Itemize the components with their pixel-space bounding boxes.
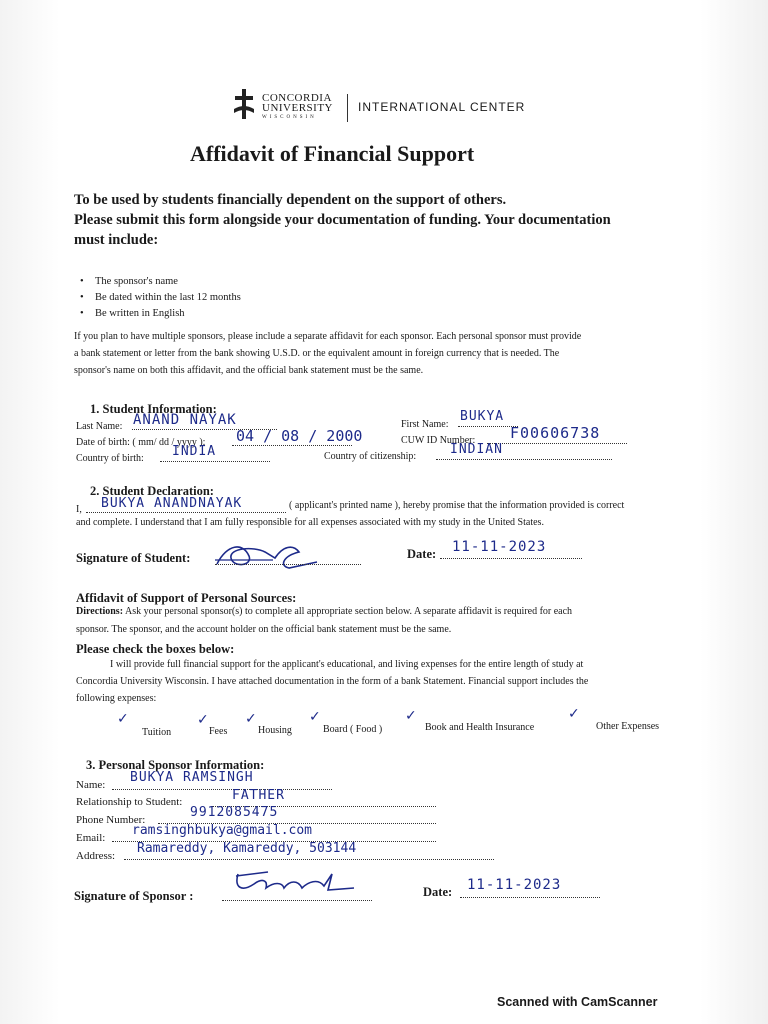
expense-insurance-label: Book and Health Insurance bbox=[425, 722, 535, 733]
note-line: a bank statement or letter from the bank showing U.S.D. or the equivalent amount in foreign currency that is needed. The bbox=[74, 348, 560, 359]
note-line: If you plan to have multiple sponsors, please include a separate affidavit for each sponsor. Each personal sponsor must provide bbox=[74, 331, 582, 342]
support-line3: following expenses: bbox=[76, 693, 157, 704]
student-date-line bbox=[440, 558, 582, 559]
requirement-item: • Be dated within the last 12 months bbox=[80, 290, 241, 306]
multi-sponsor-note bbox=[74, 328, 581, 379]
sponsor-signature-line bbox=[222, 900, 372, 901]
board-checkmark-icon[interactable]: ✓ bbox=[309, 709, 321, 725]
international-center-label: INTERNATIONAL CENTER bbox=[358, 100, 526, 114]
student-date-value[interactable]: 11-11-2023 bbox=[452, 539, 547, 555]
university-name-line2: UNIVERSITY bbox=[262, 102, 333, 114]
tuition-checkmark-icon[interactable]: ✓ bbox=[117, 711, 129, 727]
support-line2: Concordia University Wisconsin. I have attached documentation in the form of a bank Statement. Financial support includes the bbox=[76, 676, 589, 687]
declaration-heading: 2. Student Declaration: bbox=[90, 484, 214, 498]
intro-line: must include: bbox=[74, 232, 159, 248]
first-name-value[interactable]: BUKYA bbox=[460, 409, 505, 424]
requirements-list bbox=[80, 274, 241, 322]
first-name-line bbox=[458, 426, 518, 427]
sponsor-date-label: Date: bbox=[423, 885, 453, 899]
sponsor-date-line bbox=[460, 897, 600, 898]
dob-line bbox=[232, 445, 352, 446]
sponsor-signature-label: Signature of Sponsor : bbox=[74, 889, 194, 903]
relationship-label: Relationship to Student: bbox=[76, 796, 183, 808]
first-name-label: First Name: bbox=[401, 419, 449, 430]
directions-text bbox=[76, 606, 572, 617]
university-name-line1: CONCORDIA bbox=[262, 92, 332, 104]
address-label: Address: bbox=[76, 850, 116, 862]
expense-housing-label: Housing bbox=[258, 725, 292, 736]
printed-name-value[interactable]: BUKYA ANANDNAYAK bbox=[101, 496, 243, 511]
requirement-item: • Be written in English bbox=[80, 306, 241, 322]
concordia-cross-logo-icon bbox=[233, 89, 255, 119]
printed-name-line bbox=[86, 512, 286, 513]
declaration-text-line2: and complete. I understand that I am fully responsible for all expenses associated with my study in the United States. bbox=[76, 517, 544, 528]
note-line: sponsor's name on both this affidavit, and the official bank statement must be the same. bbox=[74, 365, 424, 376]
address-line bbox=[124, 859, 494, 860]
university-wordmark bbox=[262, 93, 333, 123]
requirement-item: • The sponsor's name bbox=[80, 274, 241, 290]
student-signature-icon[interactable] bbox=[213, 538, 323, 574]
insurance-checkmark-icon[interactable]: ✓ bbox=[405, 708, 417, 724]
document-title: Affidavit of Financial Support bbox=[190, 141, 475, 166]
university-name-line3: WISCONSIN bbox=[262, 115, 317, 120]
email-label: Email: bbox=[76, 832, 106, 844]
citizenship-label: Country of citizenship: bbox=[324, 451, 417, 462]
address-value[interactable]: Ramareddy, Kamareddy, 503144 bbox=[137, 841, 357, 856]
student-date-label: Date: bbox=[407, 547, 437, 561]
sponsor-name-label: Name: bbox=[76, 779, 106, 791]
cuw-id-label: CUW ID Number: bbox=[401, 435, 476, 446]
student-signature-line bbox=[215, 564, 361, 565]
personal-sources-heading: Affidavit of Support of Personal Sources: bbox=[76, 591, 297, 605]
phone-value[interactable]: 9912085475 bbox=[190, 805, 279, 820]
declaration-text-line1: ( applicant's printed name ), hereby promise that the information provided is correct bbox=[289, 500, 625, 511]
relationship-value[interactable]: FATHER bbox=[232, 788, 285, 803]
country-of-birth-label: Country of birth: bbox=[76, 453, 144, 464]
declaration-prefix: I, bbox=[76, 504, 82, 515]
expense-fees-label: Fees bbox=[209, 726, 228, 737]
dob-value[interactable]: 04 / 08 / 2000 bbox=[236, 427, 363, 445]
email-value[interactable]: ramsinghbukya@gmail.com bbox=[132, 823, 313, 838]
cuw-id-value[interactable]: F00606738 bbox=[510, 424, 601, 442]
directions-line: Ask your personal sponsor(s) to complete all appropriate section below. A separate affidavit is required for each bbox=[123, 606, 573, 617]
intro-line: To be used by students financially dependent on the support of others. bbox=[74, 192, 507, 208]
sponsor-name-line bbox=[112, 789, 332, 790]
citizenship-line bbox=[436, 459, 612, 460]
sponsor-name-value[interactable]: BUKYA RAMSINGH bbox=[130, 770, 254, 785]
intro-line: Please submit this form alongside your documentation of funding. Your documentation bbox=[74, 212, 611, 228]
expense-other-label: Other Expenses bbox=[596, 721, 660, 732]
expense-tuition-label: Tuition bbox=[142, 727, 172, 738]
intro-text bbox=[74, 190, 611, 250]
support-line1: I will provide full financial support for the applicant's educational, and living expenses for the entire length of study at bbox=[110, 659, 584, 670]
expense-board-label: Board ( Food ) bbox=[323, 724, 383, 735]
check-boxes-heading: Please check the boxes below: bbox=[76, 642, 235, 656]
directions-label: Directions: bbox=[76, 606, 124, 617]
logo-divider bbox=[347, 94, 348, 122]
other-expenses-checkmark-icon[interactable]: ✓ bbox=[568, 706, 580, 722]
dob-label: Date of birth: ( mm/ dd / yyyy ): bbox=[76, 437, 206, 448]
country-of-birth-value[interactable]: INDIA bbox=[172, 444, 217, 459]
student-info-heading: 1. Student Information: bbox=[90, 402, 217, 416]
sponsor-date-value[interactable]: 11-11-2023 bbox=[467, 877, 562, 893]
camscanner-watermark: Scanned with CamScanner bbox=[497, 995, 658, 1009]
fees-checkmark-icon[interactable]: ✓ bbox=[197, 712, 209, 728]
country-of-birth-line bbox=[160, 461, 270, 462]
cuw-id-line bbox=[487, 443, 627, 444]
directions-line2: sponsor. The sponsor, and the account holder on the official bank statement must be the same. bbox=[76, 624, 452, 635]
last-name-value[interactable]: ANAND NAYAK bbox=[133, 412, 237, 428]
last-name-label: Last Name: bbox=[76, 421, 123, 432]
sponsor-info-heading: 3. Personal Sponsor Information: bbox=[86, 758, 265, 772]
citizenship-value[interactable]: INDIAN bbox=[450, 442, 503, 457]
phone-label: Phone Number: bbox=[76, 814, 146, 826]
sponsor-signature-icon[interactable] bbox=[228, 868, 358, 896]
student-signature-label: Signature of Student: bbox=[76, 551, 191, 565]
housing-checkmark-icon[interactable]: ✓ bbox=[245, 711, 257, 727]
